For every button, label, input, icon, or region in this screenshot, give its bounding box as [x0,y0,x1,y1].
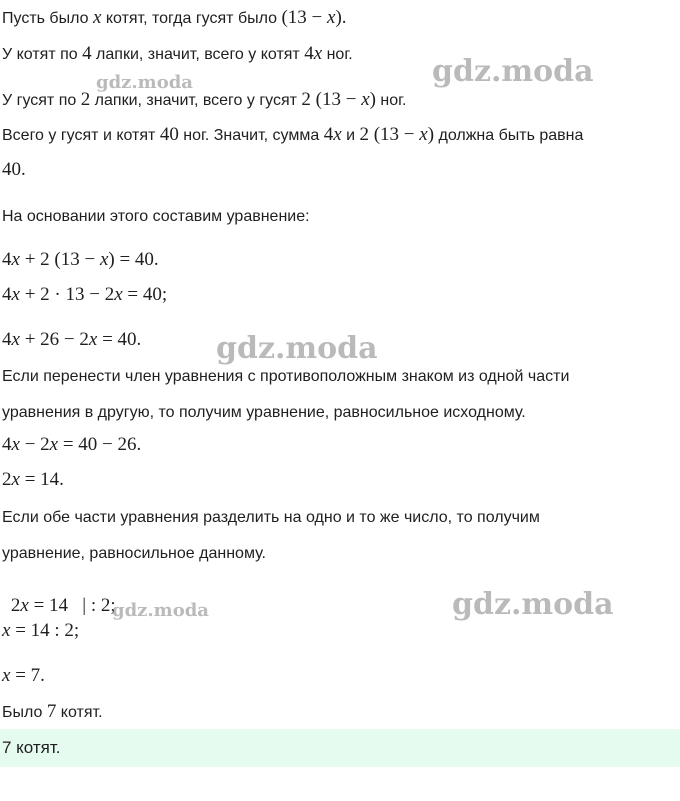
math-var: x [361,89,370,110]
watermark: gdz.moda [112,600,209,621]
equation-8 [2,666,45,687]
math: = 14 : 2; [10,620,80,641]
math: 4 [2,329,12,350]
text: Всего у гусят и котят [2,127,160,144]
math-var: x [11,434,20,455]
math-var: x [92,7,102,28]
math: 2 [80,89,91,110]
math: = 40; [122,284,168,305]
solution-line-1 [2,8,347,29]
math: 2 [2,469,12,490]
math: (13 − [281,7,328,28]
watermark: gdz.moda [216,331,378,366]
math: = 40. [97,329,142,350]
solution-line-4 [2,125,583,146]
math: 4 [82,43,92,64]
math-var: x [49,434,59,455]
solution-line-9 [2,508,540,528]
text: ног. [322,46,353,63]
solution-line-11 [2,702,103,723]
text: У котят по [2,46,83,63]
math: 2 [10,595,21,616]
math: ). [335,7,347,28]
math: 4 [323,124,334,145]
answer-text: 7 котят. [2,738,61,757]
equation-1 [2,250,159,271]
watermark: gdz.moda [96,72,193,93]
math: ) [369,89,376,110]
text: и [341,127,360,144]
solution-line-2 [2,44,353,65]
math: + 2 (13 − [19,249,100,270]
math-var: x [327,7,336,28]
equation-6 [2,576,116,617]
text: ног. Значит, сумма [178,127,324,144]
math: = 40 − 26. [58,434,142,455]
solution-line-5 [2,160,26,181]
math-var: x [2,665,11,686]
math: 7 [46,701,57,722]
text: котят, тогда гусят было [101,10,282,27]
text: У гусят по [2,92,81,109]
text: Если перенести член уравнения с противоположным знаком из одной части [2,368,570,385]
solution-line-6 [2,207,310,227]
text: Если обе части уравнения разделить на одно и то же число, то получим [2,509,540,526]
text: ног. [375,92,407,109]
math: 40 [2,159,21,180]
math-var: x [114,284,123,305]
math-var: x [88,329,98,350]
equation-7 [2,621,79,642]
math-var: x [11,469,20,490]
math: + 2 · 13 − 2 [19,284,115,305]
text: лапки, значит, всего у котят [91,46,305,63]
solution-line-3 [2,90,407,111]
text: Пусть было [2,10,93,27]
math-var: x [20,595,29,616]
math: 4 [2,249,12,270]
math: 40 [159,124,179,145]
equation-4 [2,435,141,456]
math: . [21,159,26,180]
math: − 2 [19,434,50,455]
math: ) [427,124,435,145]
text: уравнение, равносильное данному. [2,545,266,562]
math-var: x [333,124,342,145]
solution-line-7 [2,367,569,387]
answer-box [0,729,680,767]
text: уравнения в другую, то получим уравнение, равносильное исходному. [2,404,526,421]
math: + 26 − 2 [19,329,89,350]
equation-2 [2,285,167,306]
math-var: x [2,620,11,641]
equation-3 [2,330,141,351]
solution-line-8 [2,403,526,423]
math-var: x [419,124,428,145]
text: Было [2,704,47,721]
math: ) = 40. [108,249,159,270]
math: = 7. [10,665,45,686]
math: 4 [304,43,314,64]
math: 2 (13 − [301,89,362,110]
text: На основании этого составим уравнение: [2,208,310,225]
math: 4 [2,284,12,305]
equation-5 [2,470,64,491]
math-var: x [313,43,323,64]
math: = 14. [19,469,64,490]
watermark: gdz.moda [452,587,614,622]
math: = 14 | : 2; [28,595,116,616]
math-var: x [11,249,20,270]
text: должна быть равна [434,127,584,144]
solution-line-10 [2,544,266,564]
math: 4 [2,434,12,455]
math-var: x [99,249,109,270]
watermark: gdz.moda [432,54,594,89]
text: лапки, значит, всего у гусят [90,92,302,109]
text: котят. [56,704,103,721]
math: 2 (13 − [359,124,420,145]
math-var: x [11,284,20,305]
math-var: x [11,329,20,350]
